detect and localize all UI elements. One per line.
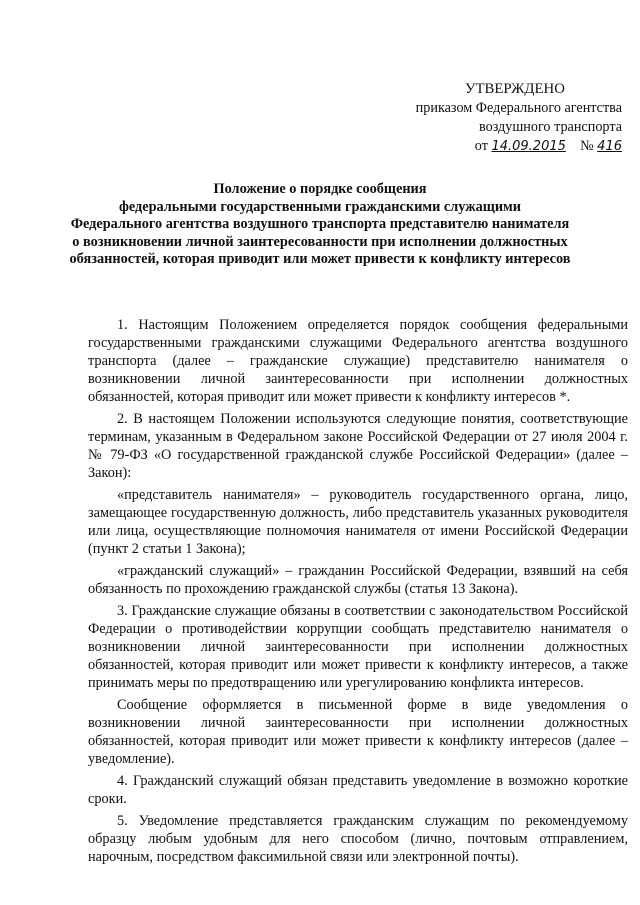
paragraph-5: 5. Уведомление представляется гражданским служащим по рекомендуемому образцу любым удобным для него способом (лично, почтовым отправлением, нарочным, посредством факсимильной связи или электронной почты). xyxy=(88,813,628,865)
approval-agency-line: воздушного транспорта xyxy=(479,119,622,135)
title-line: обязанностей, которая приводит или может привести к конфликту интересов xyxy=(69,251,571,267)
paragraph-4: 4. Гражданский служащий обязан представить уведомление в возможно короткие сроки. xyxy=(88,773,628,807)
paragraph-notification-form: Сообщение оформляется в письменной форме в виде уведомления о возникновении личной заинтересованности при исполнении должностных обязанностей, которая приводит или может привести к конфликту интересов (далее – уведомление). xyxy=(88,697,628,767)
document-body xyxy=(88,316,628,870)
title-line: о возникновении личной заинтересованности при исполнении должностных xyxy=(72,233,568,250)
approval-order-line: приказом Федерального агентства xyxy=(415,100,622,116)
number-prefix: № xyxy=(580,138,594,154)
definition-employer-representative: «представитель нанимателя» – руководитель государственного органа, лицо, замещающее государственную должность, либо представитель указанных руководителя или лица, осуществляющие полномочия нанимателя от имени Российской Федерации (пункт 2 статьи 1 Закона); xyxy=(88,487,628,557)
paragraph-3: 3. Гражданские служащие обязаны в соответствии с законодательством Российской Федерации о противодействии коррупции сообщать представителю нанимателя о возникновении личной заинтересованности при исполнении должностных обязанностей, которая приводит или может привести к конфликту интересов, а также принимать меры по предотвращению или урегулированию конфликта интересов. xyxy=(88,603,628,691)
approval-date-line xyxy=(400,137,622,156)
definition-civil-servant: «гражданский служащий» – гражданин Российской Федерации, взявший на себя обязанность по прохождению гражданской службы (статья 13 Закона). xyxy=(88,563,628,597)
approval-stamp: УТВЕРЖДЕНО xyxy=(465,81,565,97)
paragraph-1: 1. Настоящим Положением определяется порядок сообщения федеральными государственными гражданскими служащими Федерального агентства воздушного транспорта (далее – гражданские служащие) представителю нанимателя о возникновении личной заинтересованности при исполнении должностных обязанностей, которая приводит или может привести к конфликту интересов *. xyxy=(88,317,628,405)
document-title xyxy=(68,181,572,269)
title-line: федеральными государственными гражданскими служащими xyxy=(118,198,522,215)
paragraph-2: 2. В настоящем Положении используются следующие понятия, соответствующие терминам, указанным в Федеральном законе Российской Федерации от 27 июля 2004 г. № 79-ФЗ «О государственной гражданской службе Российской Федерации» (далее – Закон): xyxy=(88,411,628,481)
handwritten-date: 14.09.2015 xyxy=(491,139,566,154)
handwritten-number: 416 xyxy=(597,139,622,154)
date-prefix: от xyxy=(474,138,488,154)
approval-block xyxy=(400,80,622,156)
title-line: Положение о порядке сообщения xyxy=(213,181,427,197)
title-line: Федерального агентства воздушного транспорта представителю нанимателя xyxy=(70,216,570,232)
